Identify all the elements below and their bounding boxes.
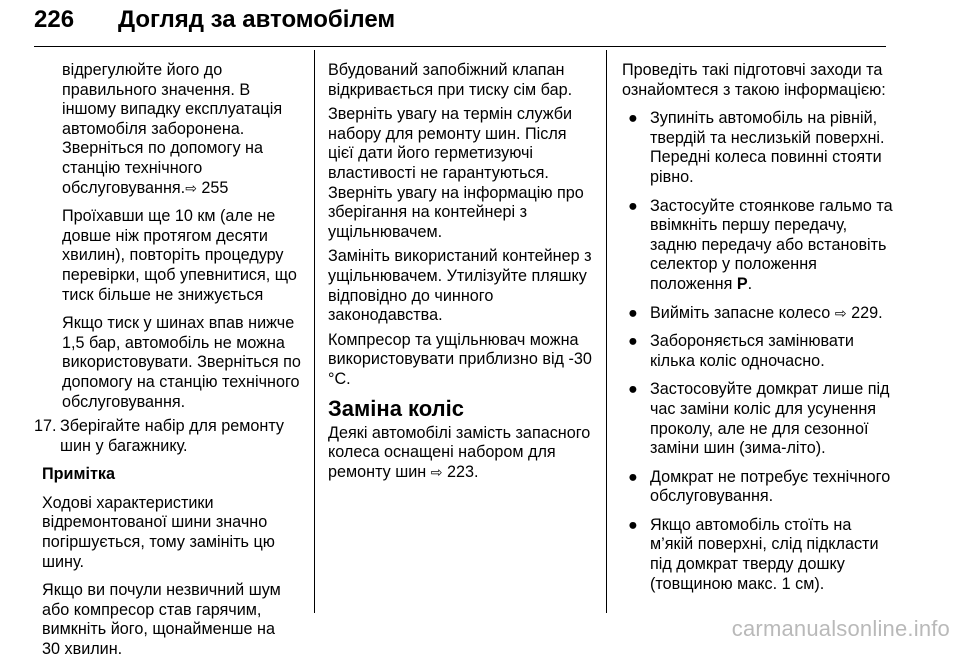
page-reference-link[interactable]: 223. <box>446 462 479 481</box>
bullet-icon: ● <box>628 515 638 534</box>
list-item <box>622 380 894 458</box>
bullet-icon: ● <box>628 109 638 128</box>
reference-arrow-icon: ⇨ <box>185 179 197 196</box>
list-item-step-17 <box>34 417 302 456</box>
list-item-text: Застосовуйте домкрат лише під час заміни коліс для усунення проколу, але не для сезонної заміни шин (зима-літо). <box>650 380 890 458</box>
paragraph: Вбудований запобіжний клапан відкривається при тиску сім бар. <box>328 61 573 99</box>
bullet-icon: ● <box>628 303 638 322</box>
gear-position-label: P <box>736 274 748 293</box>
note-paragraph: Ходові характеристики відремонтованої шини значно погіршується, тому замініть цю шину. <box>42 493 275 571</box>
list-item-text: Якщо автомобіль стоїть на м’якій поверхні, слід підкласти під домкрат тверду дошку (товщиною макс. 1 см). <box>650 515 879 593</box>
note-block <box>42 465 287 659</box>
list-item <box>622 468 894 507</box>
page-reference-link[interactable]: 255 <box>201 178 229 197</box>
paragraph: Замініть використаний контейнер з ущільнювачем. Утилізуйте пляшку відповідно до чинного законодавства. <box>328 247 592 325</box>
bullet-icon: ● <box>628 467 638 486</box>
paragraph: Зверніть увагу на термін служби набору для ремонту шин. Після цієї дати його герметизуючі властивості не гарантуються. Зверніть увагу на інформацію про зберігання на контейнері з ущільнювачем. <box>328 105 584 241</box>
page-number: 226 <box>34 6 75 33</box>
bullet-list <box>622 109 894 594</box>
paragraph: Компресор та ущільнювач можна використовувати приблизно від -30 °C. <box>328 330 592 388</box>
list-item <box>622 516 894 594</box>
paragraph-text: відрегулюйте його до правильного значення. В іншому випадку експлуатація автомобіля заборонена. Зверніться по допомогу на станцію технічного обслуговування. <box>62 61 283 197</box>
list-item <box>622 109 894 187</box>
note-paragraph: Якщо ви почули незвичний шум або компресор став гарячим, вимкніть його, щонайменше на 30 хвилин. <box>42 581 281 659</box>
paragraph: Якщо тиск у шинах впав нижче 1,5 бар, автомобіль не можна використовувати. Зверніться по допомогу на станцію технічного обслуговування. <box>62 314 301 411</box>
step-text: Зберігайте набір для ремонту шин у багажнику. <box>60 417 285 455</box>
list-item <box>622 332 894 371</box>
list-item-text: Застосуйте стоянкове гальмо та ввімкніть першу передачу, задню передачу або встановіть селектор у положення положення P. <box>650 196 893 293</box>
column-2 <box>328 61 596 491</box>
paragraph <box>328 424 596 483</box>
step-number: 17. <box>34 417 57 436</box>
column-divider-2 <box>606 50 607 613</box>
paragraph <box>62 61 302 198</box>
column-3 <box>622 61 894 603</box>
list-item-text: Домкрат не потребує технічного обслуговування. <box>650 467 891 506</box>
bullet-icon: ● <box>628 380 638 399</box>
list-item <box>622 197 894 295</box>
paragraph: Проїхавши ще 10 км (але не довше ніж протягом десяти хвилин), повторіть процедуру перевірки, щоб упевнитися, що тиск більше не знижується <box>62 207 297 304</box>
section-heading: Заміна коліс <box>328 395 464 421</box>
watermark: carmanualsonline.info <box>731 616 950 641</box>
reference-arrow-icon: ⇨ <box>430 463 443 480</box>
reference-arrow-icon: ⇨ <box>834 304 847 321</box>
bullet-icon: ● <box>628 332 638 351</box>
column-divider-1 <box>314 50 315 613</box>
list-item <box>622 304 894 324</box>
list-item-text-part: Застосуйте стоянкове гальмо та ввімкніть першу передачу, задню передачу або встановіть селектор у положення положення <box>650 196 893 293</box>
bullet-icon: ● <box>628 196 638 215</box>
header-rule <box>34 46 886 47</box>
list-item-text-part: Вийміть запасне колесо <box>650 303 831 322</box>
page-reference-link[interactable]: 229. <box>851 303 883 322</box>
note-title: Примітка <box>42 465 115 484</box>
paragraph-text: Деякі автомобілі замість запасного колеса оснащені набором для ремонту шин <box>328 423 591 481</box>
paragraph: Проведіть такі підготовчі заходи та ознайомтеся з такою інформацією: <box>622 61 886 99</box>
column-1 <box>34 61 302 669</box>
list-item-text: Забороняється замінювати кілька коліс одночасно. <box>650 332 854 370</box>
page-title: Догляд за автомобілем <box>118 6 396 33</box>
list-item-text: Зупиніть автомобіль на рівній, твердій та неслизькій поверхні. Передні колеса повинні стояти рівно. <box>650 109 885 186</box>
list-item-text <box>650 304 883 324</box>
